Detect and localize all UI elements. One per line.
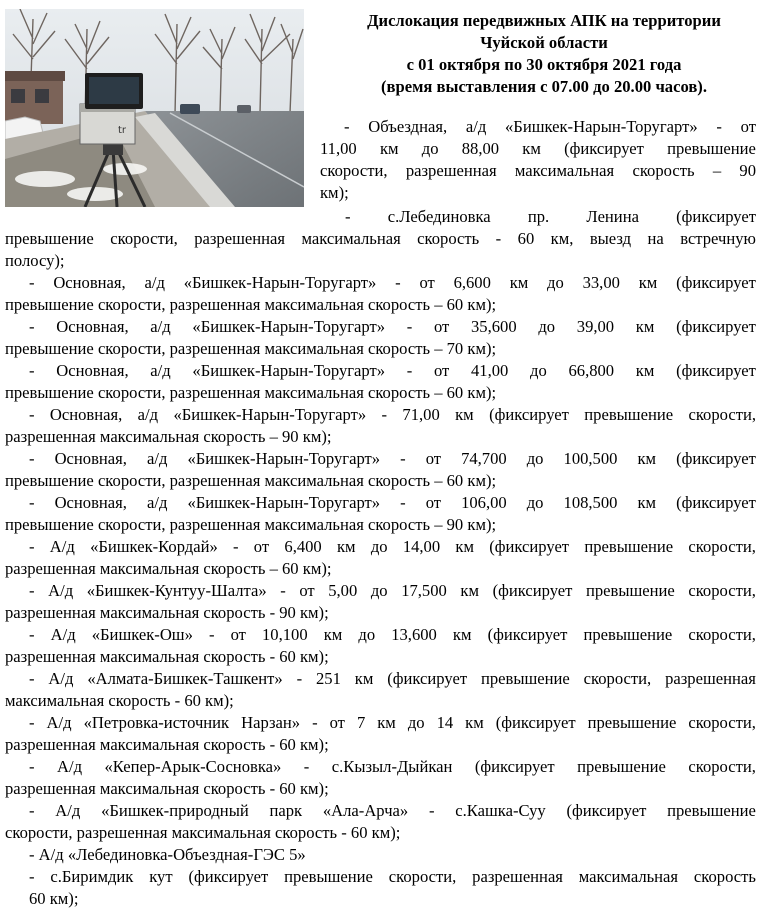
word: 6,600 bbox=[453, 273, 491, 292]
word: встречную bbox=[680, 229, 756, 248]
header-region: Чуйской области bbox=[480, 33, 608, 52]
word: (фиксирует bbox=[676, 493, 756, 512]
word: км bbox=[465, 713, 484, 732]
word: до bbox=[526, 449, 544, 468]
word: (фиксирует bbox=[489, 537, 570, 556]
word: 74,700 bbox=[461, 449, 507, 468]
word: - bbox=[406, 361, 413, 380]
word: превышение bbox=[284, 867, 373, 886]
word: от bbox=[425, 493, 442, 512]
list-item bbox=[5, 316, 756, 360]
list-item bbox=[5, 712, 756, 756]
word: максимальная bbox=[578, 867, 679, 886]
word: км bbox=[377, 713, 396, 732]
word: скорости, bbox=[688, 405, 756, 424]
list-item-line: разрешенная максимальная скорость - 90 км); bbox=[5, 603, 329, 622]
list-item-line: разрешенная максимальная скорость – 90 км); bbox=[5, 427, 332, 446]
list-item-line bbox=[5, 404, 756, 426]
word: «Ала-Арча» bbox=[322, 801, 409, 820]
header-time: (время выставления с 07.00 до 20.00 часов). bbox=[381, 77, 707, 96]
word: превышение bbox=[584, 537, 674, 556]
list-item-line bbox=[320, 116, 756, 138]
word: 35,600 bbox=[471, 317, 517, 336]
word: - bbox=[381, 405, 388, 424]
word: а/д bbox=[144, 273, 165, 292]
word: до bbox=[407, 713, 425, 732]
word: а/д bbox=[146, 449, 168, 468]
list-item bbox=[5, 624, 756, 668]
word: от bbox=[299, 581, 315, 600]
word: (фиксирует bbox=[676, 449, 756, 468]
word: (фиксирует bbox=[487, 625, 568, 644]
list-item-line bbox=[5, 800, 756, 822]
list-item-line: км); bbox=[320, 183, 349, 202]
word: от bbox=[419, 273, 435, 292]
word: (фиксирует bbox=[495, 713, 576, 732]
word: 66,800 bbox=[568, 361, 615, 380]
word: от bbox=[425, 449, 442, 468]
word: скорости, bbox=[110, 229, 178, 248]
svg-text:tr: tr bbox=[118, 125, 127, 136]
word: превышение bbox=[585, 581, 675, 600]
word: - bbox=[345, 207, 351, 226]
word: превышение bbox=[577, 757, 666, 776]
list-item-line: разрешенная максимальная скорость - 60 км); bbox=[5, 647, 329, 666]
word: км bbox=[635, 317, 655, 336]
word: А/д bbox=[49, 537, 75, 556]
list-item-line bbox=[320, 138, 756, 160]
list-item-line: превышение скорости, разрешенная максимальная скорость – 60 км); bbox=[5, 471, 497, 490]
word: км bbox=[354, 669, 374, 688]
word: до bbox=[526, 493, 544, 512]
word: «Бишкек-Ош» bbox=[91, 625, 193, 644]
list-item-line bbox=[5, 360, 756, 382]
word: - bbox=[303, 757, 310, 776]
list-item-line bbox=[5, 712, 756, 734]
word: «Бишкек-природный bbox=[101, 801, 249, 820]
list-item-line bbox=[5, 536, 756, 558]
word: разрешенная bbox=[194, 229, 285, 248]
word: км bbox=[336, 537, 356, 556]
word: – bbox=[712, 161, 722, 180]
word: 106,00 bbox=[461, 493, 507, 512]
word: на bbox=[647, 229, 664, 248]
list-item-line: разрешенная максимальная скорость - 60 км); bbox=[5, 779, 329, 798]
list-item-line bbox=[5, 448, 756, 470]
word: А/д bbox=[48, 669, 74, 688]
word: - bbox=[29, 625, 35, 644]
word: А/д bbox=[50, 625, 76, 644]
word: 60 bbox=[517, 229, 535, 248]
word: а/д bbox=[150, 361, 171, 380]
word: от bbox=[230, 625, 246, 644]
word: «Бишкек-Кордай» bbox=[90, 537, 218, 556]
list-item bbox=[5, 536, 756, 580]
word: - bbox=[280, 581, 286, 600]
list-item bbox=[5, 800, 756, 844]
list-item-line bbox=[5, 580, 756, 602]
word: скорости, bbox=[688, 625, 756, 644]
list-item-line: превышение скорости, разрешенная максимальная скорость – 60 км); bbox=[5, 383, 497, 402]
word: - bbox=[29, 537, 35, 556]
word: «Петровка-источник bbox=[83, 713, 230, 732]
word: разрешенная bbox=[665, 669, 756, 688]
word: 90 bbox=[739, 161, 756, 180]
list-item bbox=[5, 404, 756, 448]
word: - bbox=[29, 449, 35, 468]
list-item-line: скорости, разрешенная максимальная скорость - 60 км); bbox=[5, 823, 401, 842]
word: «Алмата-Бишкек-Ташкент» bbox=[87, 669, 283, 688]
list-item bbox=[5, 756, 756, 800]
word: «Бишкек-Нарын-Торугарт» bbox=[187, 449, 381, 468]
header-title: Дислокация передвижных АПК на территории bbox=[367, 11, 721, 30]
word: с.Биримдик bbox=[50, 867, 134, 886]
word: - bbox=[29, 757, 35, 776]
word: (фиксирует bbox=[474, 757, 555, 776]
word: Основная, bbox=[54, 493, 127, 512]
word: «Бишкек-Нарын-Торугарт» bbox=[192, 361, 386, 380]
list-item-line bbox=[5, 668, 756, 690]
word: 108,500 bbox=[563, 493, 618, 512]
word: скорость bbox=[632, 161, 695, 180]
word: от bbox=[253, 537, 270, 556]
word: (фиксирует bbox=[492, 581, 573, 600]
word: км bbox=[452, 625, 472, 644]
word: км bbox=[460, 581, 479, 600]
word: 100,500 bbox=[563, 449, 618, 468]
word: превышение bbox=[480, 669, 570, 688]
word: скорости, bbox=[388, 867, 457, 886]
word: Основная, bbox=[56, 361, 129, 380]
word: - bbox=[29, 867, 35, 886]
list-item-line: полосу); bbox=[5, 251, 65, 270]
header-period: с 01 октября по 30 октября 2021 года bbox=[406, 55, 682, 74]
list-item-line: превышение скорости, разрешенная максимальная скорость – 70 км); bbox=[5, 339, 497, 358]
word: с.Кашка-Суу bbox=[455, 801, 546, 820]
list-item-line bbox=[5, 272, 756, 294]
word: а/д bbox=[465, 117, 487, 136]
word: км bbox=[522, 139, 541, 158]
word: - bbox=[29, 273, 35, 292]
roadside-speed-camera-photo bbox=[5, 9, 304, 207]
word: разрешенная bbox=[405, 161, 497, 180]
word: Основная, bbox=[54, 449, 127, 468]
word: (фиксирует bbox=[188, 867, 269, 886]
word: Ленина bbox=[586, 207, 639, 226]
word: (фиксирует bbox=[387, 669, 468, 688]
list-item bbox=[5, 272, 756, 316]
word: скорости, bbox=[688, 757, 756, 776]
word: «Бишкек-Нарын-Торугарт» bbox=[183, 273, 377, 292]
word: а/д bbox=[137, 405, 159, 424]
list-item-line bbox=[320, 160, 756, 182]
word: Основная, bbox=[53, 273, 126, 292]
word: (фиксирует bbox=[566, 801, 647, 820]
word: - bbox=[233, 537, 239, 556]
word: 33,00 bbox=[582, 273, 620, 292]
word: - bbox=[29, 405, 35, 424]
word: превышение bbox=[584, 405, 674, 424]
word: Объездная, bbox=[368, 117, 448, 136]
word: 251 bbox=[316, 669, 341, 688]
list-item bbox=[5, 492, 756, 536]
word: пр. bbox=[527, 207, 550, 226]
word: А/д bbox=[56, 757, 83, 776]
word: от bbox=[433, 317, 450, 336]
word: (фиксирует bbox=[676, 273, 756, 292]
word: - bbox=[400, 493, 406, 512]
word: выезд bbox=[589, 229, 632, 248]
word: - bbox=[29, 317, 35, 336]
word: кут bbox=[149, 867, 173, 886]
list-item bbox=[5, 844, 756, 866]
word: - bbox=[395, 273, 401, 292]
list-item-line bbox=[5, 866, 756, 888]
list-item-line: разрешенная максимальная скорость - 60 км); bbox=[5, 735, 329, 754]
word: км bbox=[637, 449, 657, 468]
list-item-line: разрешенная максимальная скорость – 60 км); bbox=[5, 559, 332, 578]
word: разрешенная bbox=[472, 867, 563, 886]
list-item bbox=[5, 580, 756, 624]
word: Нарзан» bbox=[241, 713, 301, 732]
word: 14,00 bbox=[402, 537, 441, 556]
word: превышение bbox=[667, 801, 756, 820]
word: максимальная bbox=[301, 229, 401, 248]
word: 14 bbox=[436, 713, 454, 732]
word: максимальная bbox=[514, 161, 615, 180]
word: до bbox=[370, 537, 388, 556]
word: - bbox=[428, 801, 435, 820]
word: км bbox=[635, 361, 655, 380]
word: а/д bbox=[150, 317, 171, 336]
word: скорости, bbox=[688, 713, 756, 732]
word: от bbox=[740, 117, 756, 136]
list-item-line: превышение скорости, разрешенная максимальная скорость – 90 км); bbox=[5, 515, 497, 534]
word: - bbox=[29, 801, 35, 820]
word: - bbox=[716, 117, 722, 136]
word: 10,100 bbox=[262, 625, 308, 644]
list-item bbox=[5, 206, 756, 272]
word: превышение bbox=[583, 625, 673, 644]
word: скорости, bbox=[688, 581, 756, 600]
list-item bbox=[5, 360, 756, 404]
word: - bbox=[29, 713, 35, 732]
list-item bbox=[5, 866, 756, 910]
word: «Бишкек-Нарын-Торугарт» bbox=[505, 117, 698, 136]
word: «Бишкек-Нарын-Торугарт» bbox=[192, 317, 386, 336]
word: 88,00 bbox=[461, 139, 500, 158]
word: км bbox=[638, 273, 658, 292]
list-item-line: 60 км); bbox=[29, 889, 79, 908]
word: - bbox=[29, 669, 35, 688]
word: парк bbox=[269, 801, 303, 820]
word: км bbox=[509, 273, 529, 292]
word: а/д bbox=[146, 493, 168, 512]
word: 6,400 bbox=[284, 537, 322, 556]
word: 7 bbox=[356, 713, 366, 732]
word: до bbox=[538, 317, 556, 336]
word: (фиксирует bbox=[676, 317, 756, 336]
word: скорости, bbox=[688, 537, 756, 556]
word: км bbox=[455, 537, 474, 556]
word: (фиксирует bbox=[489, 405, 569, 424]
word: - bbox=[208, 625, 215, 644]
word: от bbox=[433, 361, 450, 380]
word: 13,600 bbox=[391, 625, 437, 644]
word: км, bbox=[550, 229, 574, 248]
word: превышение bbox=[5, 229, 94, 248]
word: Основная, bbox=[49, 405, 123, 424]
word: «Бишкек-Кунтуу-Шалта» bbox=[86, 581, 267, 600]
word: - bbox=[29, 581, 35, 600]
word: до bbox=[530, 361, 547, 380]
word: - bbox=[312, 713, 318, 732]
word: 11,00 bbox=[320, 139, 357, 158]
word: А/д bbox=[48, 581, 74, 600]
word: - bbox=[344, 117, 350, 136]
word: км bbox=[455, 405, 474, 424]
word: до bbox=[547, 273, 564, 292]
word: 41,00 bbox=[471, 361, 509, 380]
word: - bbox=[29, 493, 35, 512]
word: до bbox=[370, 581, 388, 600]
word: А/д bbox=[55, 801, 81, 820]
word: 17,500 bbox=[401, 581, 447, 600]
word: км bbox=[637, 493, 657, 512]
list-item-line bbox=[5, 228, 756, 250]
list-item-line: максимальная скорость - 60 км); bbox=[5, 691, 234, 710]
word: «Кепер-Арык-Сосновка» bbox=[104, 757, 282, 776]
list-item-line bbox=[5, 316, 756, 338]
word: до bbox=[421, 139, 439, 158]
word: (фиксирует bbox=[564, 139, 644, 158]
list-item bbox=[5, 448, 756, 492]
word: А/д bbox=[46, 713, 72, 732]
word: км bbox=[379, 139, 399, 158]
word: (фиксирует bbox=[676, 207, 756, 226]
word: превышение bbox=[667, 139, 756, 158]
word: от bbox=[329, 713, 345, 732]
document-header bbox=[315, 10, 773, 98]
word: скорости, bbox=[320, 161, 388, 180]
word: 71,00 bbox=[402, 405, 440, 424]
list-item bbox=[5, 668, 756, 712]
word: скорость bbox=[417, 229, 480, 248]
word: до bbox=[358, 625, 376, 644]
word: скорости, bbox=[583, 669, 652, 688]
list-item-line: превышение скорости, разрешенная максимальная скорость – 60 км); bbox=[5, 295, 497, 314]
word: 39,00 bbox=[576, 317, 615, 336]
word: превышение bbox=[587, 713, 677, 732]
list-item-line bbox=[5, 624, 756, 646]
word: - bbox=[296, 669, 303, 688]
word: 5,00 bbox=[328, 581, 358, 600]
word: скорость bbox=[693, 867, 756, 886]
list-item-line bbox=[5, 756, 756, 778]
list-item bbox=[320, 116, 756, 204]
word: - bbox=[406, 317, 413, 336]
list-item-line bbox=[5, 492, 756, 514]
word: с.Кызыл-Дыйкан bbox=[331, 757, 453, 776]
word: - bbox=[400, 449, 406, 468]
word: «Бишкек-Нарын-Торугарт» bbox=[173, 405, 367, 424]
list-item-line: - А/д «Лебединовка-Объездная-ГЭС 5» bbox=[29, 845, 306, 864]
word: с.Лебединовка bbox=[387, 207, 491, 226]
word: - bbox=[495, 229, 502, 248]
word: «Бишкек-Нарын-Торугарт» bbox=[187, 493, 381, 512]
word: Основная, bbox=[56, 317, 129, 336]
word: (фиксирует bbox=[676, 361, 756, 380]
list-item-line bbox=[5, 206, 756, 228]
word: - bbox=[29, 361, 35, 380]
word: км bbox=[323, 625, 343, 644]
